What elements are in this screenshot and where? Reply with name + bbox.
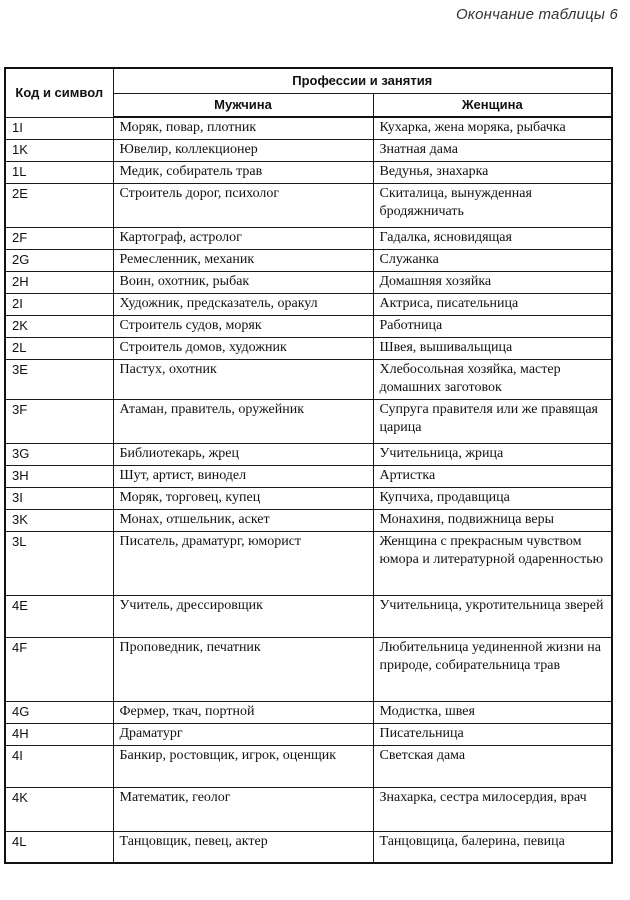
cell-female: Артистка bbox=[373, 465, 612, 487]
cell-male: Строитель судов, моряк bbox=[113, 315, 373, 337]
cell-code: 3G bbox=[5, 443, 113, 465]
cell-code: 3H bbox=[5, 465, 113, 487]
table-row bbox=[5, 337, 612, 359]
cell-code: 4G bbox=[5, 701, 113, 723]
table-header bbox=[5, 68, 612, 117]
cell-code: 4H bbox=[5, 723, 113, 745]
cell-female: Купчиха, продавщица bbox=[373, 487, 612, 509]
cell-male: Строитель домов, художник bbox=[113, 337, 373, 359]
cell-code: 1L bbox=[5, 161, 113, 183]
cell-female: Работница bbox=[373, 315, 612, 337]
cell-male: Учитель, дрессировщик bbox=[113, 595, 373, 637]
cell-code: 4F bbox=[5, 637, 113, 701]
cell-male: Атаман, правитель, оружейник bbox=[113, 399, 373, 443]
table-body bbox=[5, 117, 612, 863]
cell-female: Гадалка, ясновидящая bbox=[373, 227, 612, 249]
cell-male: Монах, отшельник, аскет bbox=[113, 509, 373, 531]
cell-code: 3K bbox=[5, 509, 113, 531]
cell-female: Писательница bbox=[373, 723, 612, 745]
header-male: Мужчина bbox=[113, 93, 373, 117]
cell-code: 1K bbox=[5, 139, 113, 161]
table-row bbox=[5, 831, 612, 863]
table-row bbox=[5, 271, 612, 293]
cell-male: Картограф, астролог bbox=[113, 227, 373, 249]
table-row bbox=[5, 487, 612, 509]
cell-code: 1I bbox=[5, 117, 113, 139]
cell-male: Математик, геолог bbox=[113, 787, 373, 831]
cell-female: Домашняя хозяйка bbox=[373, 271, 612, 293]
cell-female: Танцовщица, балерина, певица bbox=[373, 831, 612, 863]
cell-male: Строитель дорог, психолог bbox=[113, 183, 373, 227]
cell-female: Женщина с прекрасным чувством юмора и литературной одаренностью bbox=[373, 531, 612, 595]
cell-code: 3I bbox=[5, 487, 113, 509]
table-row bbox=[5, 359, 612, 399]
table-row bbox=[5, 701, 612, 723]
table-caption: Окончание таблицы 6 bbox=[455, 6, 618, 23]
cell-code: 2F bbox=[5, 227, 113, 249]
table-row bbox=[5, 595, 612, 637]
table-row bbox=[5, 117, 612, 139]
cell-male: Писатель, драматург, юморист bbox=[113, 531, 373, 595]
cell-female: Швея, вышивальщица bbox=[373, 337, 612, 359]
cell-code: 2H bbox=[5, 271, 113, 293]
table-row bbox=[5, 723, 612, 745]
cell-female: Учительница, жрица bbox=[373, 443, 612, 465]
table-row bbox=[5, 745, 612, 787]
table-row bbox=[5, 139, 612, 161]
cell-female: Знахарка, сестра милосердия, врач bbox=[373, 787, 612, 831]
cell-male: Шут, артист, винодел bbox=[113, 465, 373, 487]
cell-female: Знатная дама bbox=[373, 139, 612, 161]
cell-male: Библиотекарь, жрец bbox=[113, 443, 373, 465]
cell-code: 4K bbox=[5, 787, 113, 831]
cell-male: Проповедник, печатник bbox=[113, 637, 373, 701]
cell-female: Скиталица, вынужденная бродяжничать bbox=[373, 183, 612, 227]
cell-female: Монахиня, подвижница веры bbox=[373, 509, 612, 531]
cell-female: Хлебосольная хозяйка, мастер домашних заготовок bbox=[373, 359, 612, 399]
cell-male: Фермер, ткач, портной bbox=[113, 701, 373, 723]
cell-code: 4E bbox=[5, 595, 113, 637]
cell-female: Служанка bbox=[373, 249, 612, 271]
table-row bbox=[5, 637, 612, 701]
cell-code: 2I bbox=[5, 293, 113, 315]
table-row bbox=[5, 293, 612, 315]
cell-male: Моряк, торговец, купец bbox=[113, 487, 373, 509]
header-female: Женщина bbox=[373, 93, 612, 117]
table-row bbox=[5, 315, 612, 337]
cell-code: 3F bbox=[5, 399, 113, 443]
cell-male: Моряк, повар, плотник bbox=[113, 117, 373, 139]
cell-code: 4I bbox=[5, 745, 113, 787]
table-row bbox=[5, 183, 612, 227]
professions-table bbox=[4, 67, 613, 864]
cell-female: Любительница уединенной жизни на природе, собирательница трав bbox=[373, 637, 612, 701]
cell-code: 2E bbox=[5, 183, 113, 227]
table-row bbox=[5, 249, 612, 271]
cell-male: Драматург bbox=[113, 723, 373, 745]
cell-code: 3L bbox=[5, 531, 113, 595]
cell-male: Банкир, ростовщик, игрок, оценщик bbox=[113, 745, 373, 787]
cell-male: Ремесленник, механик bbox=[113, 249, 373, 271]
cell-code: 3E bbox=[5, 359, 113, 399]
cell-code: 2L bbox=[5, 337, 113, 359]
table-row bbox=[5, 227, 612, 249]
table-row bbox=[5, 399, 612, 443]
table-row bbox=[5, 531, 612, 595]
table-row bbox=[5, 787, 612, 831]
table-row bbox=[5, 443, 612, 465]
cell-male: Ювелир, коллекционер bbox=[113, 139, 373, 161]
cell-female: Кухарка, жена моряка, рыбачка bbox=[373, 117, 612, 139]
table-row bbox=[5, 465, 612, 487]
cell-code: 4L bbox=[5, 831, 113, 863]
header-professions: Профессии и занятия bbox=[113, 68, 612, 93]
cell-female: Супруга правителя или же правящая царица bbox=[373, 399, 612, 443]
cell-male: Танцовщик, певец, актер bbox=[113, 831, 373, 863]
cell-male: Художник, предсказатель, оракул bbox=[113, 293, 373, 315]
cell-female: Ведунья, знахарка bbox=[373, 161, 612, 183]
cell-female: Учительница, укротительница зверей bbox=[373, 595, 612, 637]
cell-male: Воин, охотник, рыбак bbox=[113, 271, 373, 293]
cell-code: 2K bbox=[5, 315, 113, 337]
cell-female: Светская дама bbox=[373, 745, 612, 787]
cell-female: Модистка, швея bbox=[373, 701, 612, 723]
cell-male: Пастух, охотник bbox=[113, 359, 373, 399]
header-code: Код и символ bbox=[5, 68, 113, 117]
cell-code: 2G bbox=[5, 249, 113, 271]
table-row bbox=[5, 161, 612, 183]
cell-female: Актриса, писательница bbox=[373, 293, 612, 315]
table-row bbox=[5, 509, 612, 531]
cell-male: Медик, собиратель трав bbox=[113, 161, 373, 183]
